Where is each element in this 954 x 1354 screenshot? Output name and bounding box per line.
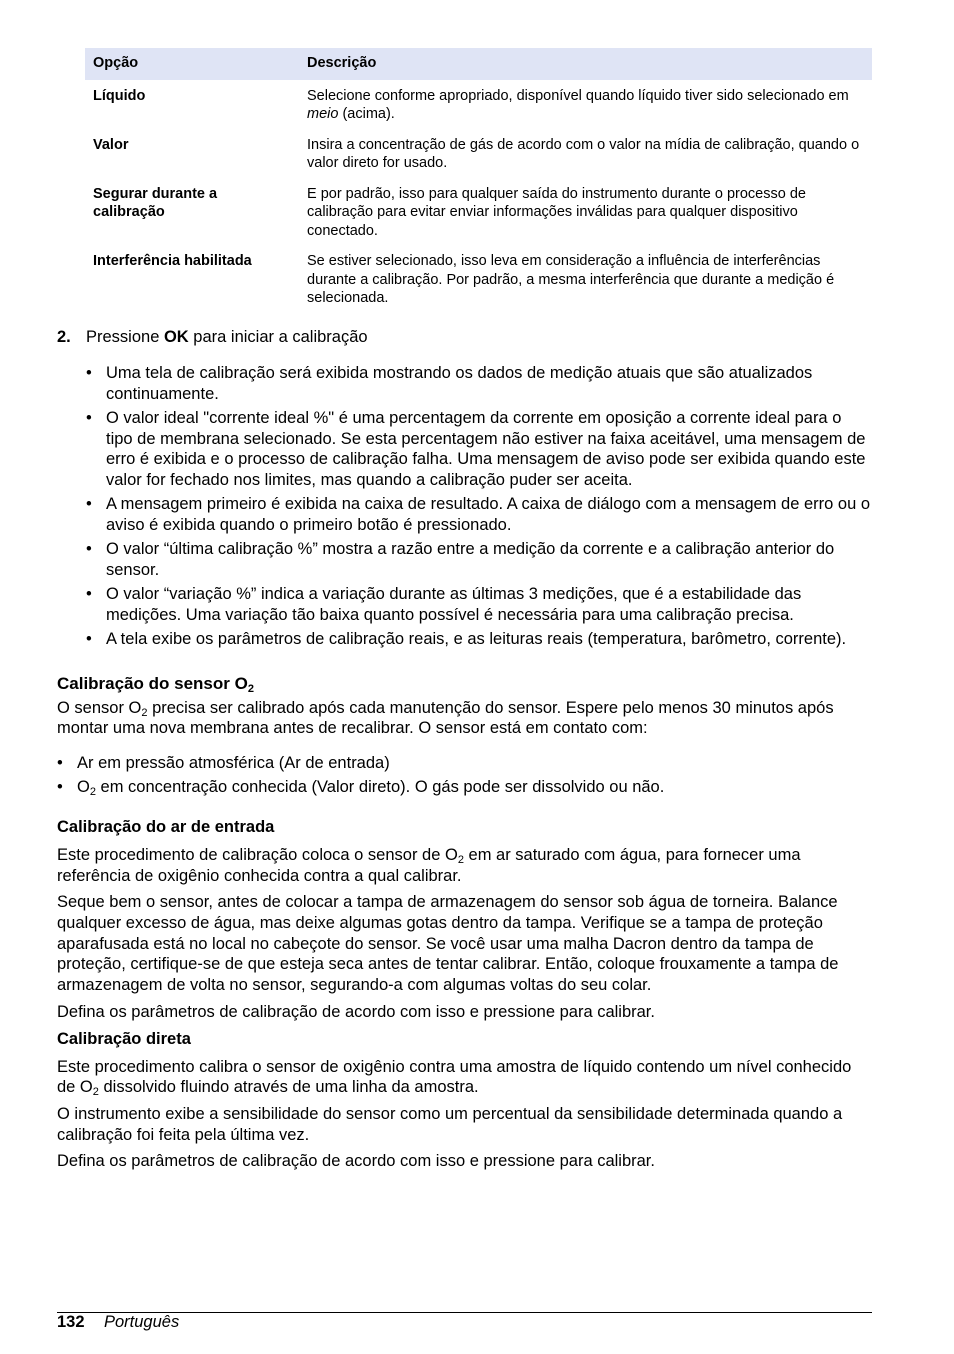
paragraph-text: dissolvido fluindo através de uma linha da amostra.	[98, 1078, 479, 1097]
page-number: 132	[57, 1313, 85, 1331]
section-intro	[57, 698, 872, 739]
option-cell: Valor	[93, 136, 129, 153]
subscript: 2	[89, 786, 96, 799]
list-item: • O valor “variação %” indica a variação durante as últimas 3 medições, que é a estabilidade das medições. Uma variação tão baixa quanto possível é necessária para uma calibração precisa.	[106, 584, 872, 625]
paragraph: O instrumento exibe a sensibilidade do sensor como um percentual da sensibilidade determinada quando a calibração foi feita pela última vez.	[57, 1104, 843, 1144]
list-item: • A tela exibe os parâmetros de calibração reais, e as leituras reais (temperatura, barômetro, corrente).	[106, 629, 872, 650]
step-2	[57, 327, 872, 348]
paragraph-text: O sensor O	[57, 698, 142, 717]
paragraph-text: Este procedimento de calibração coloca o sensor de O	[57, 845, 458, 864]
subscript: 2	[247, 682, 254, 695]
description-text: (acima).	[338, 106, 395, 122]
table-header-row	[85, 48, 872, 80]
paragraph: Defina os parâmetros de calibração de acordo com isso e pressione para calibrar.	[57, 1152, 655, 1171]
paragraph: Seque bem o sensor, antes de colocar a tampa de armazenagem do sensor sob água de torneira. Balance qualquer excesso de água, mas deixe algumas gotas dentro da tampa. Verifique se a tampa de proteção aparafusada está no local no cabeçote do sensor. Se você usar uma malha Dacron dentro da tampa de proteção, certifique-se de que esteja seca antes de tentar calibrar. Então, coloque frouxamente a tampa de armazenagem de volta no sensor, segurando-a com algumas voltas do seu colar.	[57, 893, 839, 995]
description-emphasis: meio	[307, 106, 339, 122]
paragraph-text: em ar saturado com água, para fornecer uma referência de oxigênio conhecida contra a qual calibrar.	[57, 845, 801, 885]
step-text: Pressione	[86, 327, 164, 346]
description-cell: Se estiver selecionado, isso leva em consideração a influência de interferências durante a calibração. Por padrão, a mesma interferência que durante a medição é selecionada.	[307, 253, 835, 306]
list-item: • O valor ideal "corrente ideal %" é uma percentagem da corrente em oposição a corrente ideal para o tipo de membrana selecionado. Se esta percentagem não estiver na faixa aceitável, uma mensagem de erro é exibida e o processo de calibração falha. Uma mensagem de aviso pode ser exibida quando este valor for fechado nos limites, mas quando a calibração puder ser aceita.	[106, 408, 872, 491]
subscript: 2	[457, 853, 464, 866]
list-item: • O valor “última calibração %” mostra a razão entre a medição da corrente e a calibração anterior do sensor.	[106, 539, 872, 580]
table-row	[85, 130, 872, 179]
option-cell: Segurar durante a calibração	[93, 185, 218, 220]
section-heading-text: Calibração do sensor O	[57, 673, 248, 693]
table-row	[85, 246, 872, 314]
subsection-heading-direct: Calibração direta	[57, 1029, 191, 1048]
list-item-text: O	[77, 778, 90, 797]
option-cell: Interferência habilitada	[93, 253, 252, 269]
subsection-heading-air: Calibração do ar de entrada	[57, 817, 275, 836]
subscript: 2	[92, 1086, 99, 1099]
calibration-notes-list	[57, 363, 872, 650]
list-item: • A mensagem primeiro é exibida na caixa de resultado. A caixa de diálogo com a mensagem de erro ou o aviso é exibida quando o primeiro botão é pressionado.	[106, 494, 872, 535]
subscript: 2	[141, 706, 148, 719]
description-cell	[299, 80, 872, 130]
list-item	[77, 777, 872, 798]
column-header-option: Opção	[85, 48, 299, 80]
paragraph-text: Este procedimento calibra o sensor de oxigênio contra uma amostra de líquido contendo um nível conhecido de O	[57, 1057, 852, 1097]
option-cell: Líquido	[93, 87, 146, 104]
paragraph	[57, 845, 872, 886]
column-header-description: Descrição	[299, 48, 872, 80]
description-text: Selecione conforme apropriado, disponível quando líquido tiver sido selecionado em	[307, 87, 849, 104]
page-footer	[57, 1312, 872, 1331]
paragraph-text: precisa ser calibrado após cada manutenção do sensor. Espere pelo menos 30 minutos após montar uma nova membrana antes de recalibrar. O sensor está em contato com:	[57, 698, 834, 738]
step-text: para iniciar a calibração	[188, 327, 368, 346]
page-content	[57, 48, 872, 1172]
section-heading	[57, 673, 872, 694]
table-row	[85, 80, 872, 130]
contact-list	[57, 753, 872, 798]
table-row	[85, 179, 872, 247]
step-number: 2.	[57, 327, 71, 346]
description-cell: E por padrão, isso para qualquer saída do instrumento durante o processo de calibração para evitar enviar informações inválidas para qualquer dispositivo conectado.	[307, 185, 806, 239]
list-item: • Ar em pressão atmosférica (Ar de entrada)	[77, 753, 872, 774]
options-table	[85, 48, 872, 314]
list-item: • Uma tela de calibração será exibida mostrando os dados de medição atuais que são atualizados continuamente.	[106, 363, 872, 404]
paragraph	[57, 1057, 872, 1098]
paragraph: Defina os parâmetros de calibração de acordo com isso e pressione para calibrar.	[57, 1002, 655, 1021]
description-cell: Insira a concentração de gás de acordo com o valor na mídia de calibração, quando o valor direto for usado.	[307, 136, 860, 171]
ok-key-label: OK	[163, 327, 189, 346]
footer-language: Português	[104, 1313, 180, 1331]
list-item-text: em concentração conhecida (Valor direto). O gás pode ser dissolvido ou não.	[95, 778, 665, 797]
